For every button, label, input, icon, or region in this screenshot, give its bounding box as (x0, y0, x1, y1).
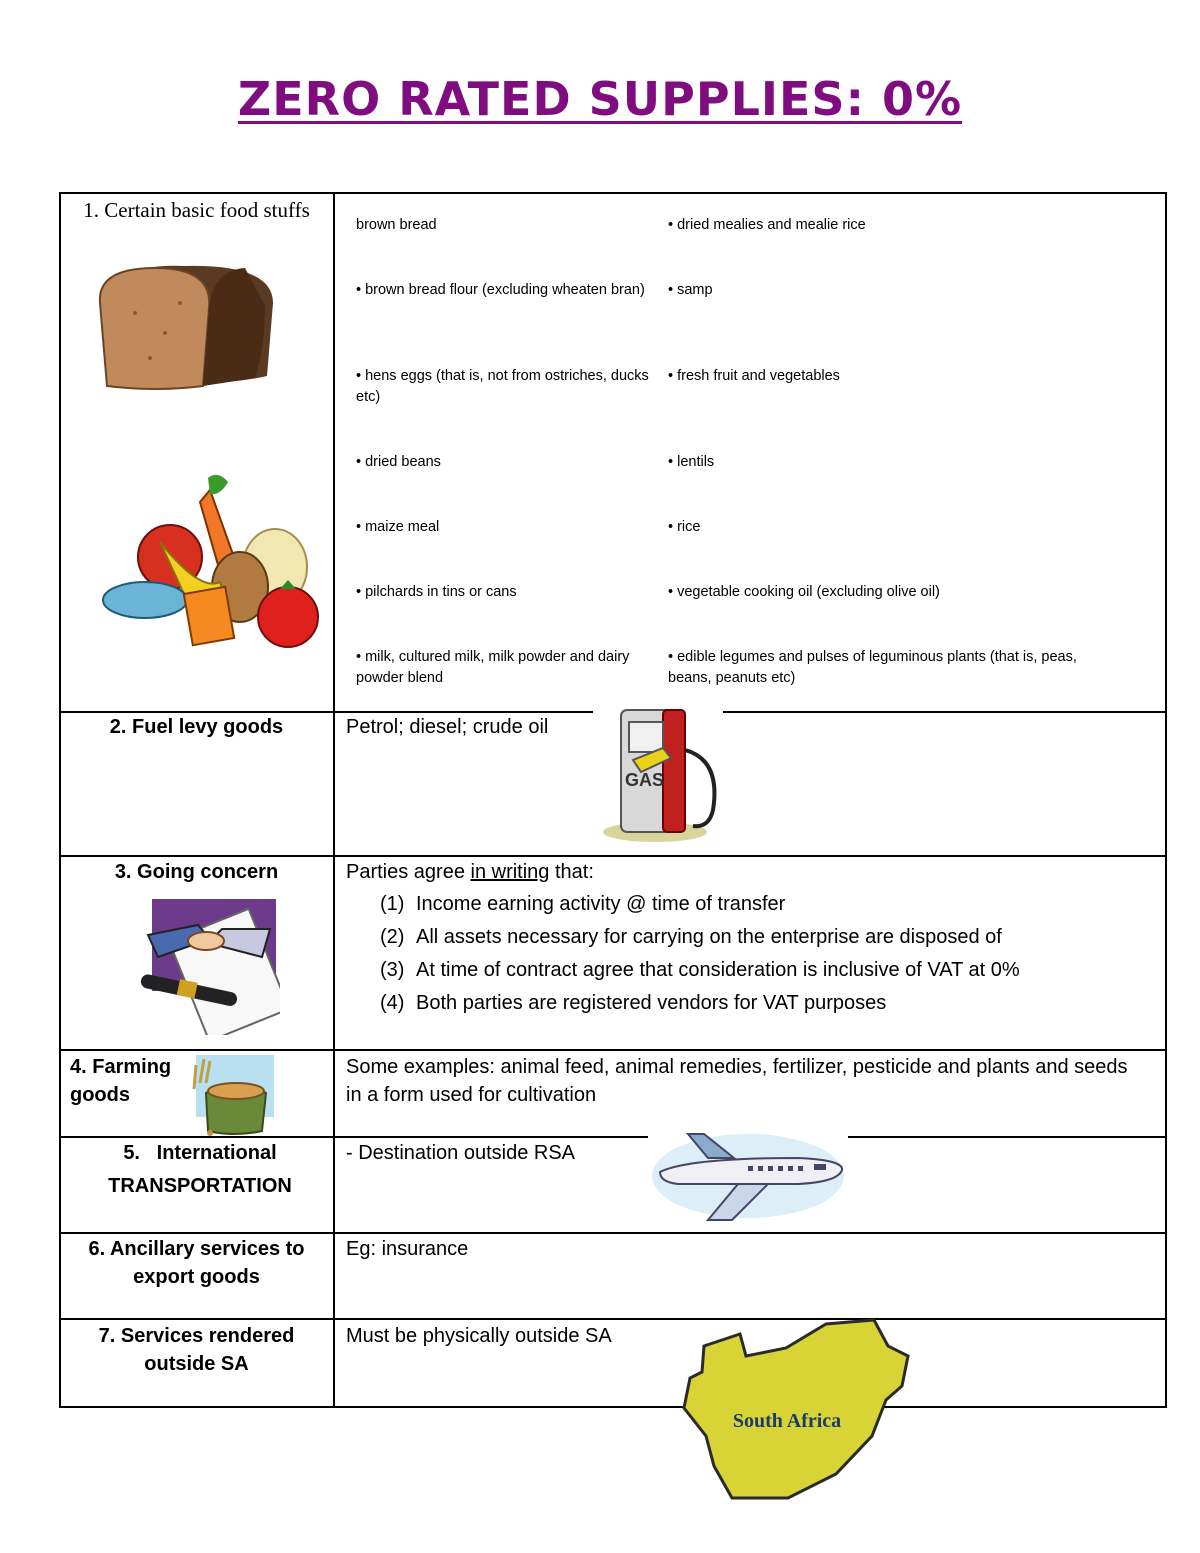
row-divider (59, 855, 1167, 857)
conditions-list (346, 888, 1146, 1020)
condition-number: (3) (380, 959, 405, 981)
farming-label-line2: goods (70, 1084, 130, 1106)
row-label-food: 1. Certain basic food stuffs (83, 198, 310, 222)
airplane-icon (648, 1128, 848, 1228)
food-item: • maize meal (356, 519, 440, 535)
row-label-fuel: 2. Fuel levy goods (109, 716, 284, 738)
food-item: • edible legumes and pulses of leguminous plants (that is, peas, beans, peanuts etc) (668, 649, 1077, 686)
food-item: • hens eggs (that is, not from ostriches, ducks etc) (356, 368, 649, 405)
ancillary-text: Eg: insurance (346, 1238, 469, 1260)
page-title: ZERO RATED SUPPLIES: 0% (237, 72, 963, 126)
airplane-image (648, 1128, 848, 1228)
food-item: • samp (668, 282, 713, 298)
table-border-left (59, 192, 61, 1408)
row-divider (59, 1232, 1167, 1234)
intro-text-suffix: that: (549, 861, 594, 883)
going-concern-intro (346, 858, 1146, 886)
table-border-bottom (59, 1406, 1167, 1408)
vegetables-icon (100, 472, 325, 652)
condition-number: (1) (380, 893, 405, 915)
condition-number: (2) (380, 926, 405, 948)
row-label-farming (70, 1053, 190, 1109)
food-item: • milk, cultured milk, milk powder and dairy powder blend (356, 649, 630, 686)
row-label-ancillary (59, 1235, 334, 1291)
gas-label: GAS (625, 770, 665, 790)
map-label: South Africa (732, 1410, 842, 1432)
condition-text: At time of contract agree that consideration is inclusive of VAT at 0% (416, 959, 1020, 981)
food-item: • dried beans (356, 454, 441, 470)
transport-label-line1: 5. International (123, 1142, 277, 1164)
services-label-line2: outside SA (144, 1353, 249, 1375)
table-border-right (1165, 192, 1167, 1408)
condition-text: All assets necessary for carrying on the enterprise are disposed of (416, 926, 1002, 948)
food-item: • dried mealies and mealie rice (668, 217, 866, 233)
condition-item (346, 921, 1146, 954)
bread-icon (95, 258, 280, 393)
transport-text: - Destination outside RSA (346, 1142, 576, 1164)
fuel-text: Petrol; diesel; crude oil (346, 716, 549, 738)
food-item: • rice (668, 519, 701, 535)
row-label-transport (95, 1139, 305, 1200)
row-label-going-concern: 3. Going concern (114, 861, 279, 883)
table-border-top (59, 192, 1167, 194)
condition-text: Both parties are registered vendors for VAT purposes (416, 992, 887, 1014)
intro-text: Parties agree (346, 861, 471, 883)
condition-text: Income earning activity @ time of transfer (416, 893, 786, 915)
condition-number: (4) (380, 992, 405, 1014)
table-column-divider (333, 192, 335, 1408)
farming-label-line1: 4. Farming (70, 1056, 172, 1078)
ancillary-label-line2: export goods (133, 1266, 260, 1288)
food-item: • fresh fruit and vegetables (668, 368, 840, 384)
food-item: brown bread (356, 217, 437, 233)
row-divider (59, 1049, 1167, 1051)
transport-label-line2: TRANSPORTATION (108, 1175, 292, 1197)
ancillary-label-line1: 6. Ancillary services to (88, 1238, 305, 1260)
food-item: • vegetable cooking oil (excluding olive oil) (668, 584, 940, 600)
services-label-line1: 7. Services rendered (98, 1325, 295, 1347)
south-africa-map-image (676, 1316, 912, 1504)
condition-item (346, 987, 1146, 1020)
row-label-services (59, 1322, 334, 1378)
farming-text: Some examples: animal feed, animal remedies, fertilizer, pesticide and plants and seeds in a form used for cultivation (346, 1056, 1128, 1106)
going-concern-block (346, 858, 1146, 1020)
in-writing-emphasis: in writing (470, 861, 550, 883)
food-item: • pilchards in tins or cans (356, 584, 517, 600)
condition-item (346, 888, 1146, 921)
seed-sack-icon (190, 1053, 278, 1137)
row-divider (59, 1318, 1167, 1320)
handshake-contract-icon (138, 895, 280, 1035)
condition-item (346, 954, 1146, 987)
gas-pump-image (593, 700, 723, 848)
food-item: • brown bread flour (excluding wheaten bran) (356, 282, 645, 298)
food-item: • lentils (668, 454, 715, 470)
services-text: Must be physically outside SA (346, 1325, 612, 1347)
